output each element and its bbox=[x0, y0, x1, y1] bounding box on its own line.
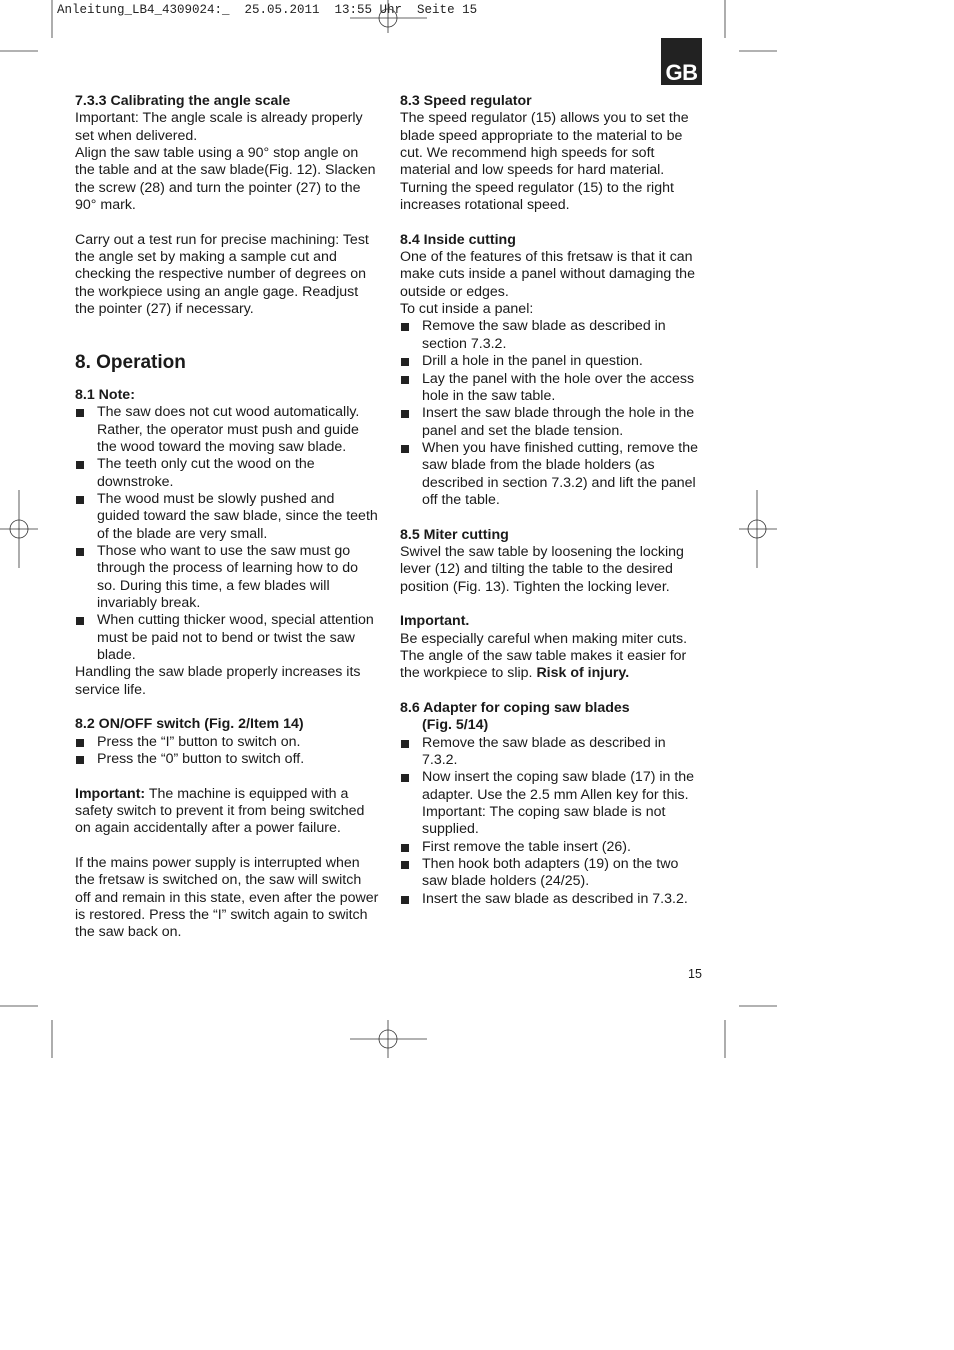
section-8-3-heading: 8.3 Speed regulator bbox=[400, 93, 532, 109]
section-8-6-heading: 8.6 Adapter for coping saw blades bbox=[400, 700, 630, 717]
important-para-text: Be especially careful when making miter cuts. The angle of the saw table makes it easier for the workpiece to slip. bbox=[400, 630, 688, 682]
section-8-heading: 8. Operation bbox=[75, 351, 186, 373]
important-heading: Important. bbox=[400, 613, 470, 630]
section-8-2-list bbox=[75, 734, 379, 769]
list-item: Remove the saw blade as described in 7.3.2. bbox=[400, 735, 705, 770]
important-text: The machine is equipped with a safety switch to prevent it from being switched on again accidentally after a power failure. bbox=[75, 785, 365, 837]
section-8-2-heading: 8.2 ON/OFF switch (Fig. 2/Item 14) bbox=[75, 716, 304, 733]
important-label: Important: bbox=[75, 785, 146, 802]
important-para bbox=[400, 631, 705, 683]
risk-of-injury: Risk of injury. bbox=[536, 665, 630, 682]
section-8-2-para-2: If the mains power supply is interrupted when the fretsaw is switched on, the saw will switch off and remain in this state, even after the power is restored. Press the “I” switch again to switch the saw back on. bbox=[75, 855, 379, 941]
list-item: Press the “0” button to switch off. bbox=[75, 751, 379, 768]
section-8-1-para: Handling the saw blade properly increases its service life. bbox=[75, 664, 361, 698]
list-item: Those who want to use the saw must go through the process of learning how to do so. During this time, a few blades will invariably break. bbox=[75, 543, 379, 612]
list-item: The saw does not cut wood automatically. Rather, the operator must push and guide the wood toward the moving saw blade. bbox=[75, 404, 379, 456]
section-8-4-para-2: To cut inside a panel: bbox=[400, 301, 534, 318]
list-item: The wood must be slowly pushed and guided toward the saw blade, since the teeth of the blade are very small. bbox=[75, 491, 379, 543]
list-item: Now insert the coping saw blade (17) in the adapter. Use the 2.5 mm Allen key for this. Important: The coping saw blade is not supplied. bbox=[400, 769, 705, 838]
section-8-6-heading-line-2: (Fig. 5/14) bbox=[422, 717, 489, 734]
right-column bbox=[400, 93, 705, 908]
language-badge bbox=[661, 38, 702, 85]
list-item: The teeth only cut the wood on the downstroke. bbox=[75, 456, 379, 491]
section-7-3-3-para-1: Important: The angle scale is already properly set when delivered. bbox=[75, 110, 363, 144]
page-number: 15 bbox=[688, 967, 702, 981]
section-8-4-heading: 8.4 Inside cutting bbox=[400, 231, 516, 248]
list-item: First remove the table insert (26). bbox=[400, 839, 705, 856]
list-item: Lay the panel with the hole over the access hole in the saw table. bbox=[400, 371, 705, 406]
section-7-3-3-para-2: Align the saw table using a 90° stop angle on the table and at the saw blade(Fig. 12). Slacken the screw (28) and turn the pointer (27) to the 90° mark. bbox=[75, 145, 376, 214]
section-8-2-important bbox=[75, 786, 379, 838]
print-slug: Anleitung_LB4_4309024:_ 25.05.2011 13:55 Uhr Seite 15 bbox=[57, 3, 478, 17]
section-8-5-para: Swivel the saw table by loosening the locking lever (12) and tilting the table to the desired position (Fig. 13). Tighten the locking lever. bbox=[400, 543, 684, 595]
list-item: Drill a hole in the panel in question. bbox=[400, 353, 705, 370]
list-item: Press the “I” button to switch on. bbox=[75, 734, 379, 751]
section-8-5-heading: 8.5 Miter cutting bbox=[400, 526, 509, 543]
list-item: When you have finished cutting, remove the saw blade from the blade holders (as described in section 7.3.2) and lift the panel off the table. bbox=[400, 440, 705, 509]
section-7-3-3-para-3: Carry out a test run for precise machining: Test the angle set by making a sample cut and checking the respective number of degrees on the workpiece using an angle gage. Readjust the pointer (27) if necessary. bbox=[75, 231, 369, 318]
list-item: Insert the saw blade through the hole in the panel and set the blade tension. bbox=[400, 405, 705, 440]
section-8-1-list bbox=[75, 404, 379, 664]
section-8-1-heading: 8.1 Note: bbox=[75, 386, 135, 403]
list-item: Remove the saw blade as described in section 7.3.2. bbox=[400, 318, 705, 353]
section-8-3-para: The speed regulator (15) allows you to set the blade speed appropriate to the material to be cut. We recommend high speeds for soft material and low speeds for hard material. Turning the speed regulator (15) to the right increases rotational speed. bbox=[400, 110, 689, 214]
list-item: Insert the saw blade as described in 7.3.2. bbox=[400, 891, 705, 908]
language-badge-label: GB bbox=[665, 60, 698, 85]
section-8-4-para-1: One of the features of this fretsaw is that it can make cuts inside a panel without damaging the outside or edges. bbox=[400, 249, 695, 300]
left-column bbox=[75, 93, 379, 942]
section-8-4-list bbox=[400, 318, 705, 509]
section-8-6-list bbox=[400, 735, 705, 908]
list-item: Then hook both adapters (19) on the two saw blade holders (24/25). bbox=[400, 856, 705, 891]
list-item: When cutting thicker wood, special attention must be paid not to bend or twist the saw blade. bbox=[75, 612, 379, 664]
section-7-3-3-heading: 7.3.3 Calibrating the angle scale bbox=[75, 93, 291, 109]
